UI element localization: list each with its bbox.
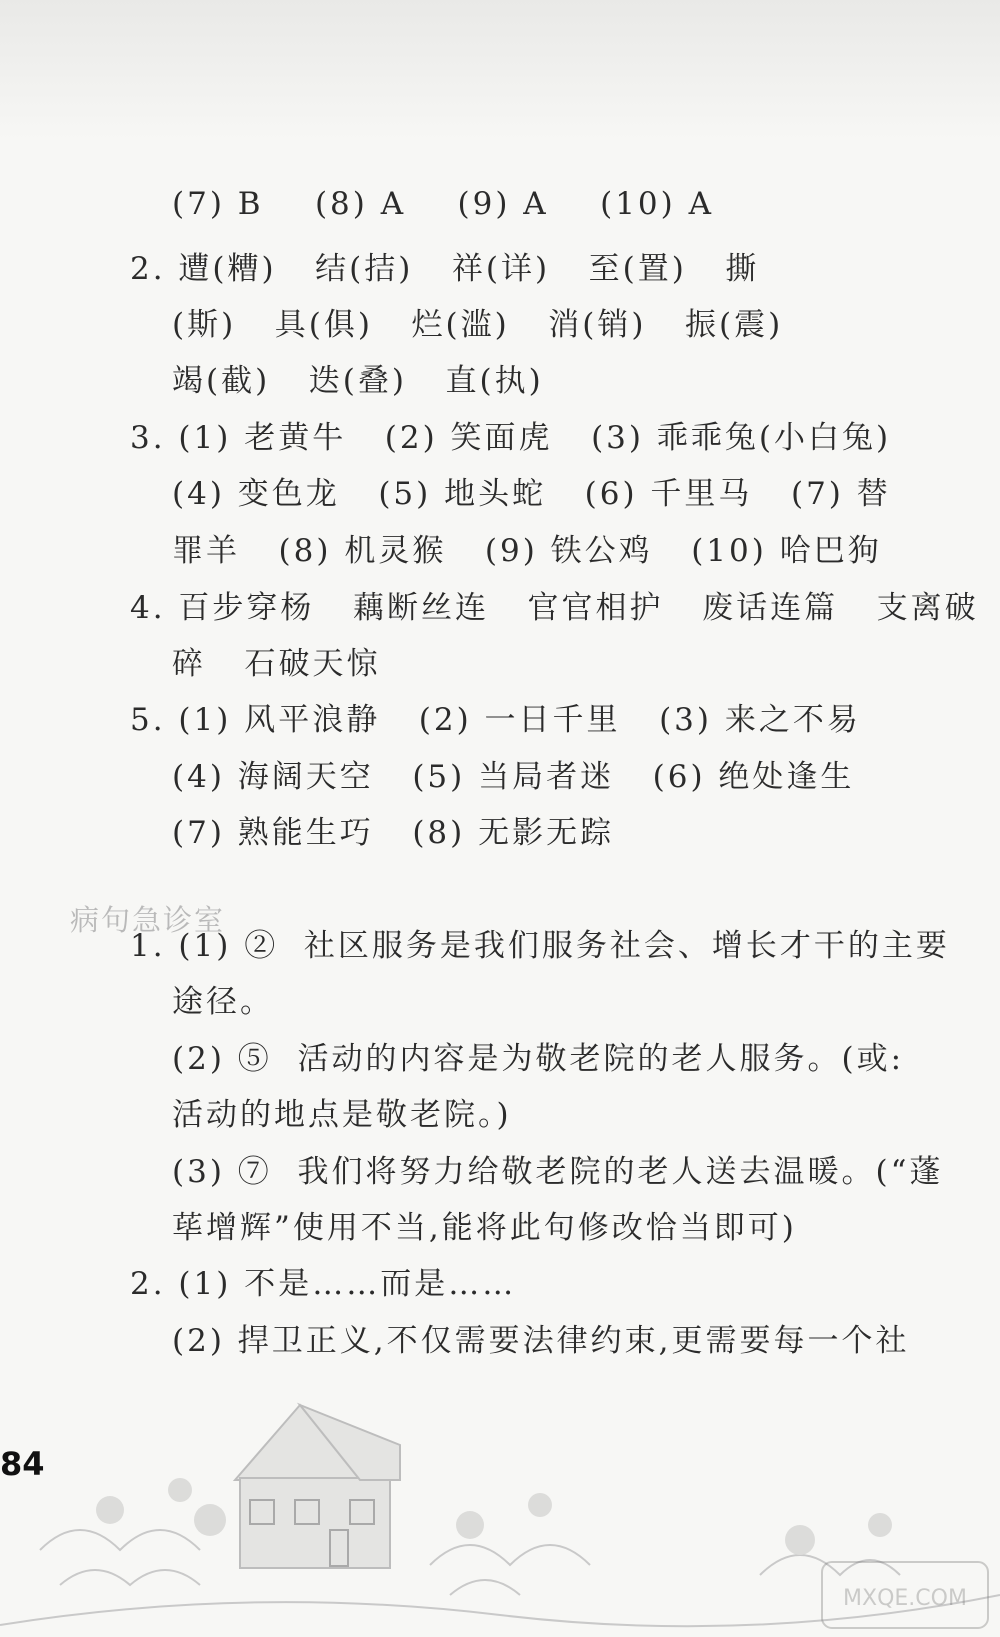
answer-line-8: 4. 百步穿杨 藕断丝连 官官相护 废话连篇 支离破 [130, 590, 979, 626]
page-top-shading [0, 0, 1000, 140]
answer-line-6: (4) 变色龙 (5) 地头蛇 (6) 千里马 (7) 替 [172, 476, 891, 512]
house-icon [235, 1405, 400, 1568]
answer-line-19: 2. (1) 不是……而是…… [130, 1266, 517, 1302]
answer-line-16: 活动的地点是敬老院。) [172, 1097, 512, 1133]
page-number: 84 [0, 1445, 45, 1483]
answer-line-2: 2. 遭(糟) 结(拮) 祥(详) 至(置) 撕 [130, 251, 760, 287]
answer-line-5: 3. (1) 老黄牛 (2) 笑面虎 (3) 乖乖兔(小白兔) [130, 420, 892, 456]
answer-line-3: (斯) 具(俱) 烂(滥) 消(销) 振(震) [172, 307, 784, 343]
answer-line-18: 荜增辉”使用不当,能将此句修改恰当即可) [172, 1210, 797, 1246]
answer-line-12: (7) 熟能生巧 (8) 无影无踪 [172, 815, 615, 851]
answer-line-15: (2) ⑤ 活动的内容是为敬老院的老人服务。(或: [172, 1041, 905, 1077]
answer-line-11: (4) 海阔天空 (5) 当局者迷 (6) 绝处逢生 [172, 759, 855, 795]
answer-line-13: 1. (1) ② 社区服务是我们服务社会、增长才干的主要 [130, 928, 950, 964]
answer-line-9: 碎 石破天惊 [172, 646, 381, 682]
answer-line-1: (7) B (8) A (9) A (10) A [172, 186, 714, 222]
answer-line-17: (3) ⑦ 我们将努力给敬老院的老人送去温暖。(“蓬 [172, 1154, 944, 1190]
answer-line-7: 罪羊 (8) 机灵猴 (9) 铁公鸡 (10) 哈巴狗 [172, 533, 882, 569]
answer-line-4: 竭(截) 迭(叠) 直(执) [172, 363, 544, 399]
watermark-logo [820, 1560, 990, 1630]
answer-line-20: (2) 捍卫正义,不仅需要法律约束,更需要每一个社 [172, 1323, 910, 1359]
answer-line-14: 途径。 [172, 984, 274, 1020]
section-title: 病句急诊室 [70, 903, 226, 937]
svg-text:MXQE.COM: MXQE.COM [843, 1586, 967, 1611]
answer-line-10: 5. (1) 风平浪静 (2) 一日千里 (3) 来之不易 [130, 702, 861, 738]
